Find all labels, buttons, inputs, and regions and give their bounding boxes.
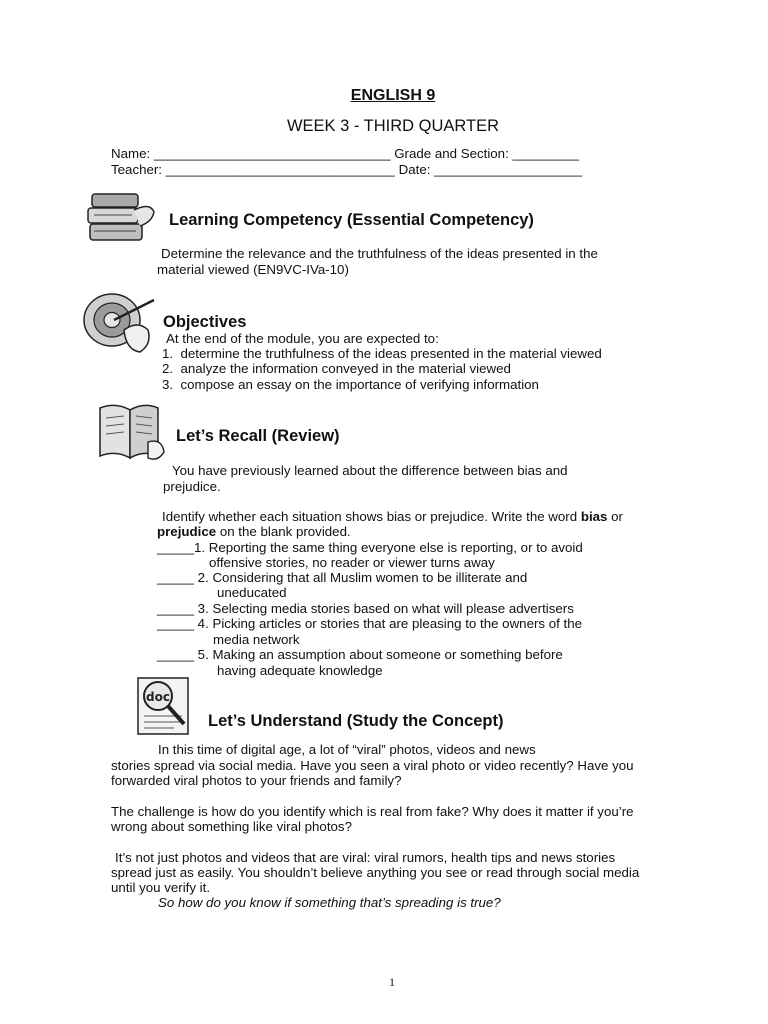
- understand-paragraph-line: until you verify it.: [111, 880, 211, 895]
- understand-paragraph-line: wrong about something like viral photos?: [111, 819, 352, 834]
- recall-paragraph-line-2: prejudice.: [163, 479, 221, 494]
- document-subject-title: ENGLISH 9: [350, 87, 436, 104]
- competency-text-line-2: material viewed (EN9VC-IVa-10): [157, 262, 349, 277]
- recall-instruction-line-2: prejudice on the blank provided.: [157, 524, 351, 539]
- understand-paragraph-line: The challenge is how do you identify which is real from fake? Why does it matter if you’re: [111, 804, 634, 819]
- name-grade-line: Name: ________________________________ Grade and Section: _________: [111, 146, 580, 161]
- page-number: 1: [389, 975, 395, 989]
- recall-item-line-1: _____ 2. Considering that all Muslim women to be illiterate and: [157, 570, 528, 585]
- understand-paragraph-line: stories spread via social media. Have you seen a viral photo or video recently? Have you: [111, 758, 634, 773]
- recall-item-line-1: _____1. Reporting the same thing everyone else is reporting, or to avoid: [157, 540, 583, 555]
- recall-item-line-2: media network: [213, 632, 300, 647]
- target-icon: [80, 290, 160, 358]
- objective-item: 2. analyze the information conveyed in the material viewed: [162, 361, 511, 376]
- recall-item-line-1: _____ 5. Making an assumption about someone or something before: [157, 647, 563, 662]
- objectives-heading: Objectives: [163, 313, 247, 331]
- understand-heading: Let’s Understand (Study the Concept): [208, 712, 504, 730]
- recall-paragraph-line-1: You have previously learned about the difference between bias and: [172, 463, 568, 478]
- understand-paragraph-line: forwarded viral photos to your friends and family?: [111, 773, 402, 788]
- magnifier-doc-icon: [132, 672, 204, 738]
- books-icon: [84, 186, 158, 248]
- understand-paragraph-line: spread just as easily. You shouldn’t believe anything you see or read through social media: [111, 865, 640, 880]
- recall-item-line-2: offensive stories, no reader or viewer turns away: [209, 555, 495, 570]
- understand-italic-question: So how do you know if something that’s spreading is true?: [158, 895, 501, 910]
- competency-text-line-1: Determine the relevance and the truthfulness of the ideas presented in the: [161, 246, 598, 261]
- recall-item-line-2: having adequate knowledge: [217, 663, 383, 678]
- objectives-intro: At the end of the module, you are expected to:: [166, 331, 439, 346]
- objective-item: 3. compose an essay on the importance of verifying information: [162, 377, 539, 392]
- understand-paragraph-line: It’s not just photos and videos that are viral: viral rumors, health tips and news stories: [115, 850, 616, 865]
- week-quarter-title: WEEK 3 - THIRD QUARTER: [286, 117, 500, 135]
- objective-item: 1. determine the truthfulness of the ideas presented in the material viewed: [162, 346, 602, 361]
- open-book-icon: [96, 398, 166, 464]
- recall-heading: Let’s Recall (Review): [176, 427, 340, 445]
- svg-text:doc: doc: [146, 690, 170, 704]
- recall-instruction-line-1: Identify whether each situation shows bias or prejudice. Write the word bias or: [162, 509, 623, 524]
- understand-paragraph-line: In this time of digital age, a lot of “viral” photos, videos and news: [158, 742, 536, 757]
- recall-item-line-1: _____ 4. Picking articles or stories that are pleasing to the owners of the: [157, 616, 583, 631]
- recall-item-line-2: uneducated: [217, 585, 287, 600]
- teacher-date-line: Teacher: _______________________________ Date: ____________________: [111, 162, 583, 177]
- recall-item-line-1: _____ 3. Selecting media stories based on what will please advertisers: [157, 601, 574, 616]
- competency-heading: Learning Competency (Essential Competency): [169, 211, 534, 229]
